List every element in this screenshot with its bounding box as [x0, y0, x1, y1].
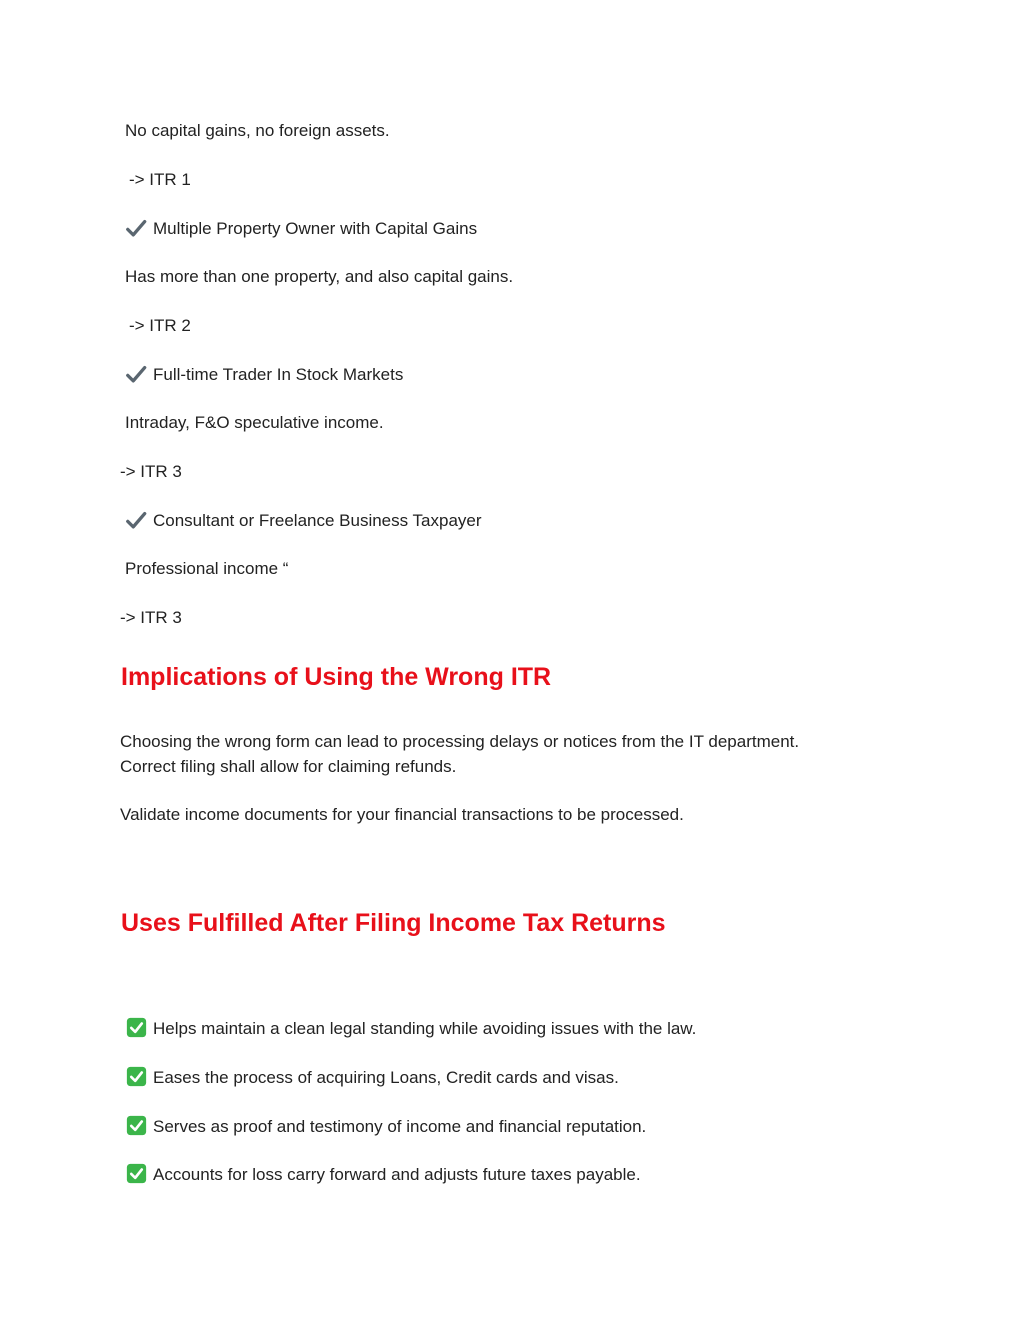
item3-description: Intraday, F&O speculative income.	[125, 413, 384, 432]
item1-description: No capital gains, no foreign assets.	[125, 121, 390, 140]
check-box-icon	[126, 1163, 147, 1184]
item1-form: -> ITR 1	[129, 170, 191, 189]
item4-form: -> ITR 3	[120, 608, 182, 627]
heavy-check-mark-icon	[125, 509, 147, 531]
item3-title	[125, 363, 403, 387]
item2-description: Has more than one property, and also capital gains.	[125, 267, 514, 286]
heavy-check-mark-icon	[125, 217, 147, 239]
item2-form: -> ITR 2	[129, 316, 191, 335]
uses-list-item	[126, 1115, 646, 1139]
implications-heading: Implications of Using the Wrong ITR	[121, 663, 552, 691]
check-box-icon	[126, 1017, 147, 1038]
item2-title	[125, 217, 477, 241]
item3-title-text: Full-time Trader In Stock Markets	[153, 365, 404, 384]
heavy-check-mark-icon	[125, 363, 147, 385]
uses-list-item	[126, 1163, 641, 1187]
uses-item-text: Eases the process of acquiring Loans, Credit cards and visas.	[153, 1068, 619, 1087]
uses-item-text: Serves as proof and testimony of income and financial reputation.	[153, 1117, 647, 1136]
check-box-icon	[126, 1066, 147, 1087]
item2-title-text: Multiple Property Owner with Capital Gains	[153, 219, 478, 238]
item4-title	[125, 509, 482, 533]
item4-description: Professional income “	[125, 559, 289, 578]
uses-list-item	[126, 1017, 696, 1041]
uses-heading: Uses Fulfilled After Filing Income Tax Returns	[121, 909, 666, 937]
item4-title-text: Consultant or Freelance Business Taxpayer	[153, 511, 482, 530]
item3-form: -> ITR 3	[120, 462, 182, 481]
implications-paragraph-line2: Correct filing shall allow for claiming refunds.	[120, 757, 457, 776]
uses-item-text: Accounts for loss carry forward and adjusts future taxes payable.	[153, 1165, 641, 1184]
implications-paragraph2: Validate income documents for your financial transactions to be processed.	[120, 805, 684, 824]
implications-paragraph-line1: Choosing the wrong form can lead to processing delays or notices from the IT department.	[120, 732, 800, 751]
check-box-icon	[126, 1115, 147, 1136]
uses-list-item	[126, 1066, 619, 1090]
uses-item-text: Helps maintain a clean legal standing while avoiding issues with the law.	[153, 1019, 697, 1038]
